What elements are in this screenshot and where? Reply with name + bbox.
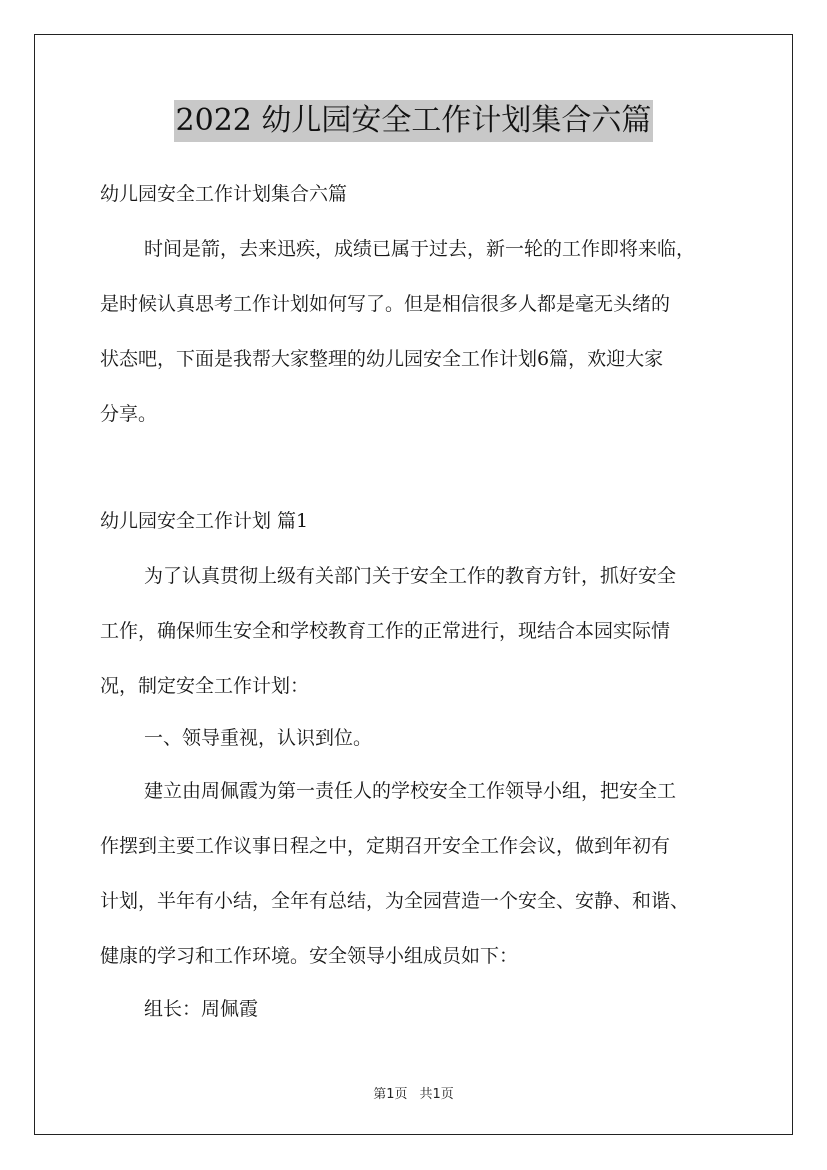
title-container bbox=[0, 100, 827, 142]
page-number-total: 共1页 bbox=[419, 1087, 454, 1102]
page-number-current: 第1页 bbox=[373, 1087, 408, 1102]
paragraph-line: 是时候认真思考工作计划如何写了。但是相信很多人都是毫无头绪的 bbox=[100, 293, 671, 315]
paragraph-line: 组长：周佩霞 bbox=[144, 998, 259, 1020]
paragraph-line: 状态吧，下面是我帮大家整理的幼儿园安全工作计划6篇，欢迎大家 bbox=[100, 348, 664, 370]
document-title: 2022 幼儿园安全工作计划集合六篇 bbox=[174, 100, 654, 142]
paragraph-line: 建立由周佩霞为第一责任人的学校安全工作领导小组，把安全工 bbox=[144, 780, 677, 802]
subsection-heading: 一、领导重视，认识到位。 bbox=[144, 727, 373, 749]
paragraph-line: 计划，半年有小结，全年有总结，为全园营造一个安全、安静、和谐、 bbox=[100, 890, 690, 912]
section-heading: 幼儿园安全工作计划 篇1 bbox=[100, 510, 309, 532]
paragraph-line: 健康的学习和工作环境。安全领导小组成员如下： bbox=[100, 945, 519, 967]
paragraph-line: 作摆到主要工作议事日程之中，定期召开安全工作会议，做到年初有 bbox=[100, 835, 671, 857]
paragraph-line: 分享。 bbox=[100, 403, 158, 425]
paragraph-line: 为了认真贯彻上级有关部门关于安全工作的教育方针，抓好安全 bbox=[144, 565, 677, 587]
paragraph-line: 时间是箭，去来迅疾，成绩已属于过去，新一轮的工作即将来临， bbox=[144, 238, 696, 260]
paragraph-line: 工作，确保师生安全和学校教育工作的正常进行，现结合本园实际情 bbox=[100, 620, 671, 642]
paragraph-line: 况，制定安全工作计划： bbox=[100, 675, 310, 697]
page-footer bbox=[0, 1083, 827, 1102]
subtitle-line: 幼儿园安全工作计划集合六篇 bbox=[100, 183, 348, 205]
